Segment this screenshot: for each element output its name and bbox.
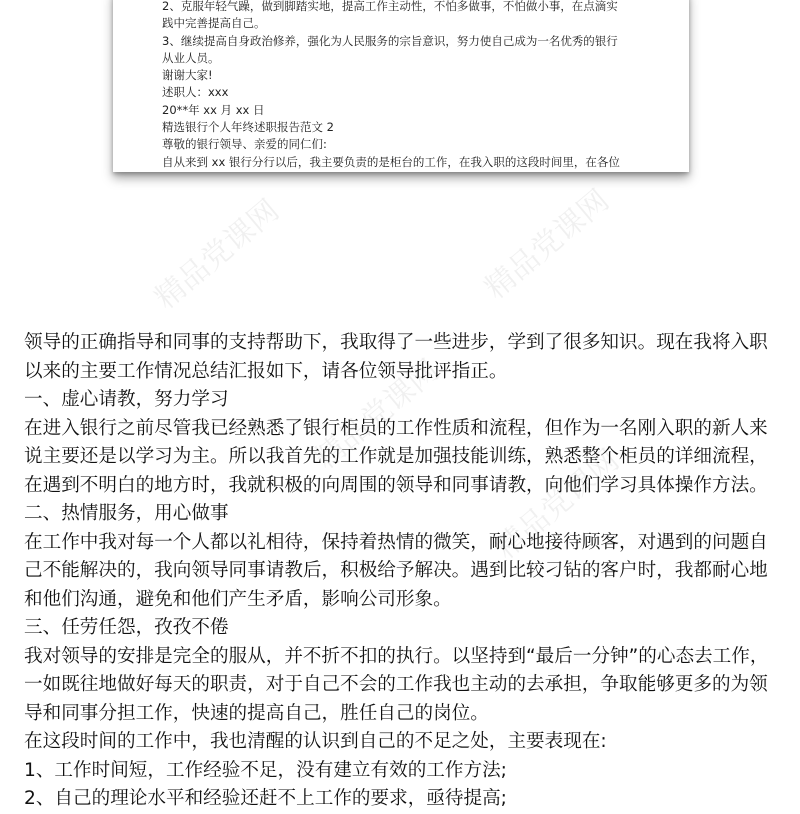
document-body [24, 329, 784, 814]
body-line: 一、虚心请教，努力学习 [24, 389, 229, 410]
body-line: 2、自己的理论水平和经验还赶不上工作的要求，亟待提高; [24, 788, 507, 809]
watermark: 精品党课网 [478, 183, 616, 307]
preview-line: 精选银行个人年终述职报告范文 2 [162, 120, 334, 135]
body-line: 在这段时间的工作中，我也清醒的认识到自己的不足之处，主要表现在: [24, 731, 607, 752]
preview-line: 2、克服年轻气躁，做到脚踏实地，提高工作主动性，不怕多做事，不怕做小事，在点滴实 [162, 0, 618, 13]
body-line: 在工作中我对每一个人都以礼相待，保持着热情的微笑，耐心地接待顾客，对遇到的问题自 [24, 531, 768, 553]
preview-line: 3、继续提高自身政治修养，强化为人民服务的宗旨意识，努力使自己成为一名优秀的银行 [162, 33, 618, 48]
body-line: 在进入银行之前尽管我已经熟悉了银行柜员的工作性质和流程，但作为一名刚入职的新人来 [24, 417, 768, 439]
body-line: 我对领导的安排是完全的服从，并不折不扣的执行。以坚持到“最后一分钟”的心态去工作， [24, 645, 769, 667]
body-line: 在遇到不明白的地方时，我就积极的向周围的领导和同事请教，向他们学习具体操作方法。 [24, 474, 768, 496]
body-line: 二、热情服务，用心做事 [24, 503, 229, 524]
body-line: 一如既往地做好每天的职责，对于自己不会的工作我也主动的去承担，争取能够更多的为领 [24, 674, 768, 695]
preview-line: 尊敬的银行领导、亲爱的同仁们: [162, 137, 327, 152]
preview-line: 自从来到 xx 银行分行以后，我主要负责的是柜台的工作，在我入职的这段时间里，在各位 [162, 154, 620, 169]
body-line: 三、任劳任怨，孜孜不倦 [24, 617, 229, 638]
watermark: 精品党课网 [488, 443, 626, 567]
body-line: 领导的正确指导和同事的支持帮助下，我取得了一些进步，学到了很多知识。现在我将入职 [24, 332, 768, 353]
body-line: 和他们沟通，避免和他们产生矛盾，影响公司形象。 [24, 588, 452, 610]
body-line: 导和同事分担工作，快速的提高自己，胜任自己的岗位。 [24, 702, 489, 724]
body-line: 1、工作时间短，工作经验不足，没有建立有效的工作方法; [24, 759, 507, 781]
preview-line: 践中完善提高自己。 [162, 16, 266, 31]
preview-line: 20**年 xx 月 xx 日 [162, 102, 265, 117]
preview-line: 述职人：xxx [162, 85, 229, 100]
body-line: 说主要还是以学习为主。所以我首先的工作就是加强技能训练，熟悉整个柜员的详细流程， [24, 446, 768, 467]
document-page-preview [113, 0, 689, 172]
page-preview-text [162, 0, 652, 171]
preview-line: 从业人员。 [162, 50, 220, 65]
body-line: 以来的主要工作情况总结汇报如下，请各位领导批评指正。 [24, 360, 508, 382]
watermark: 精品党课网 [308, 353, 446, 477]
body-line: 己不能解决的，我向领导同事请教后，积极给予解决。遇到比较刁钻的客户时，我都耐心地 [24, 560, 768, 581]
watermark: 精品党课网 [148, 193, 286, 317]
preview-line: 谢谢大家! [162, 68, 213, 83]
